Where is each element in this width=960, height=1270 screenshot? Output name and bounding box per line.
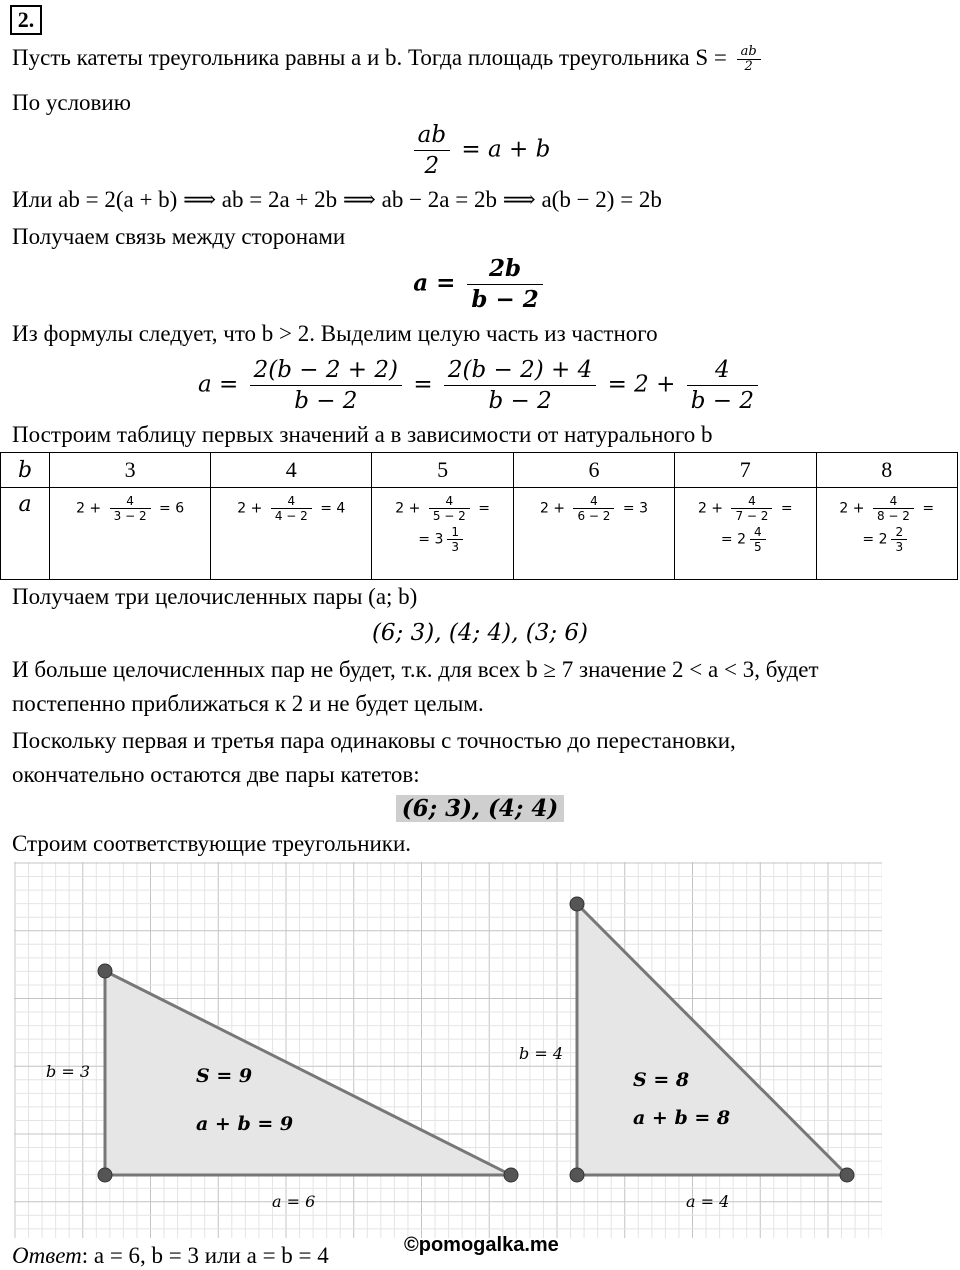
line-condition-b: Из формулы следует, что b > 2. Выделим целую часть из частного [12,321,658,346]
table-cell-b: 8 [816,453,957,488]
line-pairs-intro: Получаем три целочисленных пары (a; b) [12,584,418,609]
triangles-figure [14,862,882,1238]
answer-line [12,1242,329,1270]
values-table [0,452,958,580]
table-cell-a: 2 + $\frac{4}{8 - 2}$ = = 2 $\frac{2}{3}$ [816,488,957,580]
label-area-1: S = 9 [196,1065,253,1087]
table-cell-b: 5 [372,453,513,488]
vertex-point [504,1168,518,1182]
line-table-intro: Построим таблицу первых значений a в зависимости от натурального b [12,422,713,447]
line-construct: Строим соответствующие треугольники. [12,831,412,856]
triangle-1 [105,971,511,1175]
table-cell-a: 2 + $\frac{4}{7 - 2}$ = = 2 $\frac{4}{5}$ [675,488,816,580]
equation-3: a = $\frac{2(b - 2 + 2)}{b - 2}$ = $\frac{2(b - 2) + 4}{b - 2}$ = 2 + $\frac{4}{b - 2}$ [0,355,960,416]
vertex-point [98,1168,112,1182]
line-explanation-1: И больше целочисленных пар не будет, т.к. для всех b ≥ 7 значение 2 < a < 3, будет [12,657,819,682]
integer-pairs: (6; 3), (4; 4), (3; 6) [371,620,589,646]
vertex-point [570,1168,584,1182]
equation-1: $\frac{ab}{2}$ = a + b [0,120,960,181]
table-cell-a: 2 + $\frac{4}{4 - 2}$ = 4 [211,488,372,580]
table-header-a: a [1,488,50,580]
table-cell-a: 2 + $\frac{4}{6 - 2}$ = 3 [513,488,674,580]
area-fraction: $\frac{ab}{2}$ [737,45,761,74]
label-b-1: b = 3 [46,1062,90,1081]
copyright-watermark: ©pomogalka.me [404,1234,559,1256]
final-pairs: (6; 3), (4; 4) [396,795,565,822]
line-explanation-4: окончательно остаются две пары катетов: [12,762,420,787]
label-sum-2: a + b = 8 [633,1107,731,1129]
table-cell-b: 6 [513,453,674,488]
answer-text: : a = 6, b = 3 или a = b = 4 [81,1243,329,1268]
answer-label: Ответ [12,1243,82,1268]
label-b-2: b = 4 [519,1044,563,1063]
problem-number: 2. [10,5,42,35]
table-header-b: b [1,453,50,488]
table-cell-b: 4 [211,453,372,488]
line-relation: Получаем связь между сторонами [12,224,346,249]
table-cell-b: 3 [50,453,211,488]
equation-2: a = $\frac{2b}{b - 2}$ [0,254,960,315]
line-intro: Пусть катеты треугольника равны a и b. Тогда площадь треугольника S = $\frac{ab}{2}$ [12,44,765,74]
table-row-b [1,453,958,488]
label-sum-1: a + b = 9 [196,1113,294,1135]
line-derivation: Или ab = 2(a + b) ⟹ ab = 2a + 2b ⟹ ab − 2a = 2b ⟹ a(b − 2) = 2b [12,187,662,212]
table-row-a [1,488,958,580]
line-explanation-3: Поскольку первая и третья пара одинаковы с точностью до перестановки, [12,728,736,753]
table-cell-b: 7 [675,453,816,488]
line-explanation-2: постепенно приближаться к 2 и не будет целым. [12,691,484,716]
line-condition: По условию [12,90,131,115]
final-pairs-wrapper [0,795,960,823]
vertex-point [570,897,584,911]
label-a-2: a = 4 [686,1192,730,1211]
vertex-point [840,1168,854,1182]
table-cell-a: 2 + $\frac{4}{5 - 2}$ = = 3 $\frac{1}{3}$ [372,488,513,580]
vertex-point [98,964,112,978]
label-area-2: S = 8 [633,1069,690,1091]
label-a-1: a = 6 [272,1192,316,1211]
table-cell-a: 2 + $\frac{4}{3 - 2}$ = 6 [50,488,211,580]
